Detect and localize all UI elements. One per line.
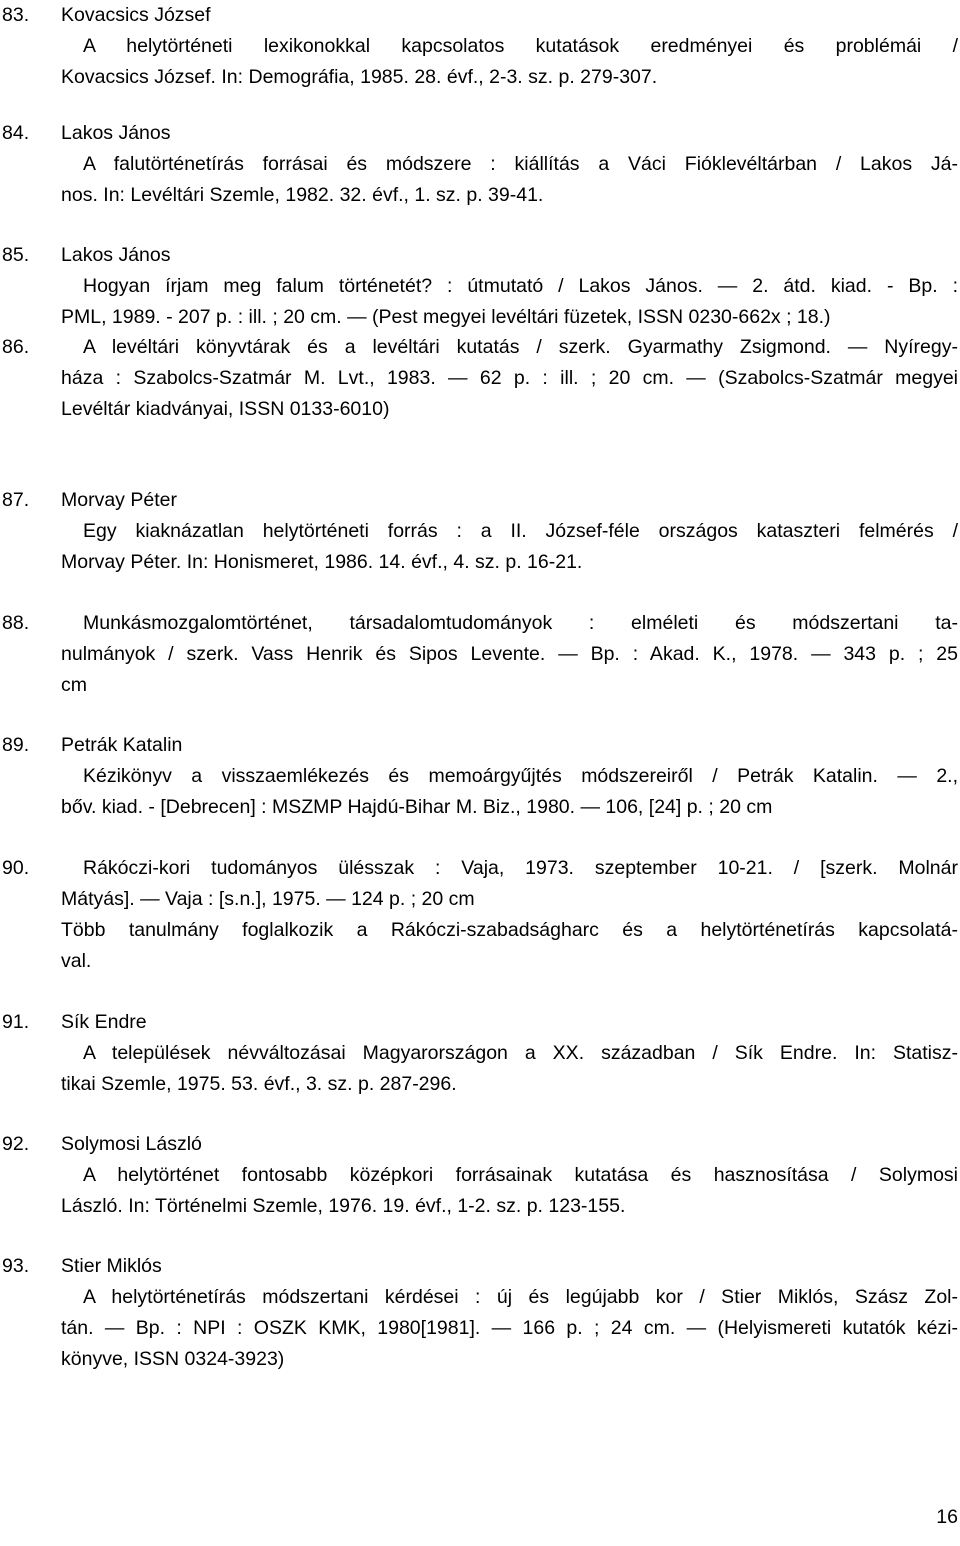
entry-text-line: Kovacsics József. In: Demográfia, 1985. 28. évf., 2-3. sz. p. 279-307. bbox=[61, 66, 658, 88]
entry-text-line: nulmányok / szerk. Vass Henrik és Sipos Levente. — Bp. : Akad. K., 1978. — 343 p. ; 25 bbox=[61, 643, 958, 665]
entry-author: Kovacsics József bbox=[61, 4, 211, 26]
entry-text-line: A helytörténeti lexikonokkal kapcsolatos kutatások eredményei és problémái / bbox=[83, 35, 958, 57]
entry-text-line: tán. — Bp. : NPI : OSZK KMK, 1980[1981]. — 166 p. ; 24 cm. — (Helyismereti kutatók kézi- bbox=[61, 1317, 958, 1339]
entry-number: 91. bbox=[2, 1011, 30, 1033]
entry-text-line: PML, 1989. - 207 p. : ill. ; 20 cm. — (Pest megyei levéltári füzetek, ISSN 0230-662x ; 18.) bbox=[61, 306, 831, 328]
entry-author: Solymosi László bbox=[61, 1133, 202, 1155]
entry-text-line: Morvay Péter. In: Honismeret, 1986. 14. évf., 4. sz. p. 16-21. bbox=[61, 551, 583, 573]
entry-text-line: cm bbox=[61, 674, 87, 696]
entry-author: Lakos János bbox=[61, 244, 171, 266]
entry-text-line: László. In: Történelmi Szemle, 1976. 19. évf., 1-2. sz. p. 123-155. bbox=[61, 1195, 626, 1217]
entry-author: Lakos János bbox=[61, 122, 171, 144]
entry-number: 86. bbox=[2, 336, 30, 358]
entry-author: Petrák Katalin bbox=[61, 734, 183, 756]
entry-text-line: val. bbox=[61, 950, 92, 972]
entry-text-line: A levéltári könyvtárak és a levéltári kutatás / szerk. Gyarmathy Zsigmond. — Nyíregy- bbox=[83, 336, 958, 358]
entry-text-line: A falutörténetírás forrásai és módszere : kiállítás a Váci Fióklevéltárban / Lakos Já- bbox=[83, 153, 958, 175]
entry-number: 87. bbox=[2, 489, 30, 511]
entry-number: 88. bbox=[2, 612, 30, 634]
entry-text-line: Egy kiaknázatlan helytörténeti forrás : a II. József-féle országos kataszteri felmérés / bbox=[83, 520, 958, 542]
entry-text-line: Több tanulmány foglalkozik a Rákóczi-szabadságharc és a helytörténetírás kapcsolatá- bbox=[61, 919, 958, 941]
entry-text-line: A helytörténet fontosabb középkori forrásainak kutatása és hasznosítása / Solymosi bbox=[83, 1164, 958, 1186]
entry-text-line: Munkásmozgalomtörténet, társadalomtudományok : elméleti és módszertani ta- bbox=[83, 612, 958, 634]
entry-text-line: Hogyan írjam meg falum történetét? : útmutató / Lakos János. — 2. átd. kiad. - Bp. : bbox=[83, 275, 958, 297]
entry-number: 92. bbox=[2, 1133, 30, 1155]
entry-author: Sík Endre bbox=[61, 1011, 147, 1033]
entry-text-line: Kézikönyv a visszaemlékezés és memoárgyűjtés módszereiről / Petrák Katalin. — 2., bbox=[83, 765, 958, 787]
entry-text-line: tikai Szemle, 1975. 53. évf., 3. sz. p. 287-296. bbox=[61, 1073, 457, 1095]
entry-number: 83. bbox=[2, 4, 30, 26]
entry-number: 89. bbox=[2, 734, 30, 756]
entry-text-line: könyve, ISSN 0324-3923) bbox=[61, 1348, 285, 1370]
entry-text-line: Mátyás]. — Vaja : [s.n.], 1975. — 124 p. ; 20 cm bbox=[61, 888, 475, 910]
entry-author: Morvay Péter bbox=[61, 489, 177, 511]
entry-number: 90. bbox=[2, 857, 30, 879]
entry-text-line: nos. In: Levéltári Szemle, 1982. 32. évf., 1. sz. p. 39-41. bbox=[61, 184, 544, 206]
page-number: 16 bbox=[936, 1506, 958, 1528]
entry-number: 93. bbox=[2, 1255, 30, 1277]
entry-text-line: háza : Szabolcs-Szatmár M. Lvt., 1983. — 62 p. : ill. ; 20 cm. — (Szabolcs-Szatmár megyei bbox=[61, 367, 958, 389]
entry-number: 84. bbox=[2, 122, 30, 144]
entry-text-line: Levéltár kiadványai, ISSN 0133-6010) bbox=[61, 398, 390, 420]
entry-text-line: Rákóczi-kori tudományos ülésszak : Vaja, 1973. szeptember 10-21. / [szerk. Molnár bbox=[83, 857, 958, 879]
entry-number: 85. bbox=[2, 244, 30, 266]
entry-text-line: A helytörténetírás módszertani kérdései : új és legújabb kor / Stier Miklós, Szász Zol- bbox=[83, 1286, 958, 1308]
entry-text-line: bőv. kiad. - [Debrecen] : MSZMP Hajdú-Bihar M. Biz., 1980. — 106, [24] p. ; 20 cm bbox=[61, 796, 773, 818]
entry-text-line: A települések névváltozásai Magyarországon a XX. században / Sík Endre. In: Statisz- bbox=[83, 1042, 958, 1064]
entry-author: Stier Miklós bbox=[61, 1255, 162, 1277]
